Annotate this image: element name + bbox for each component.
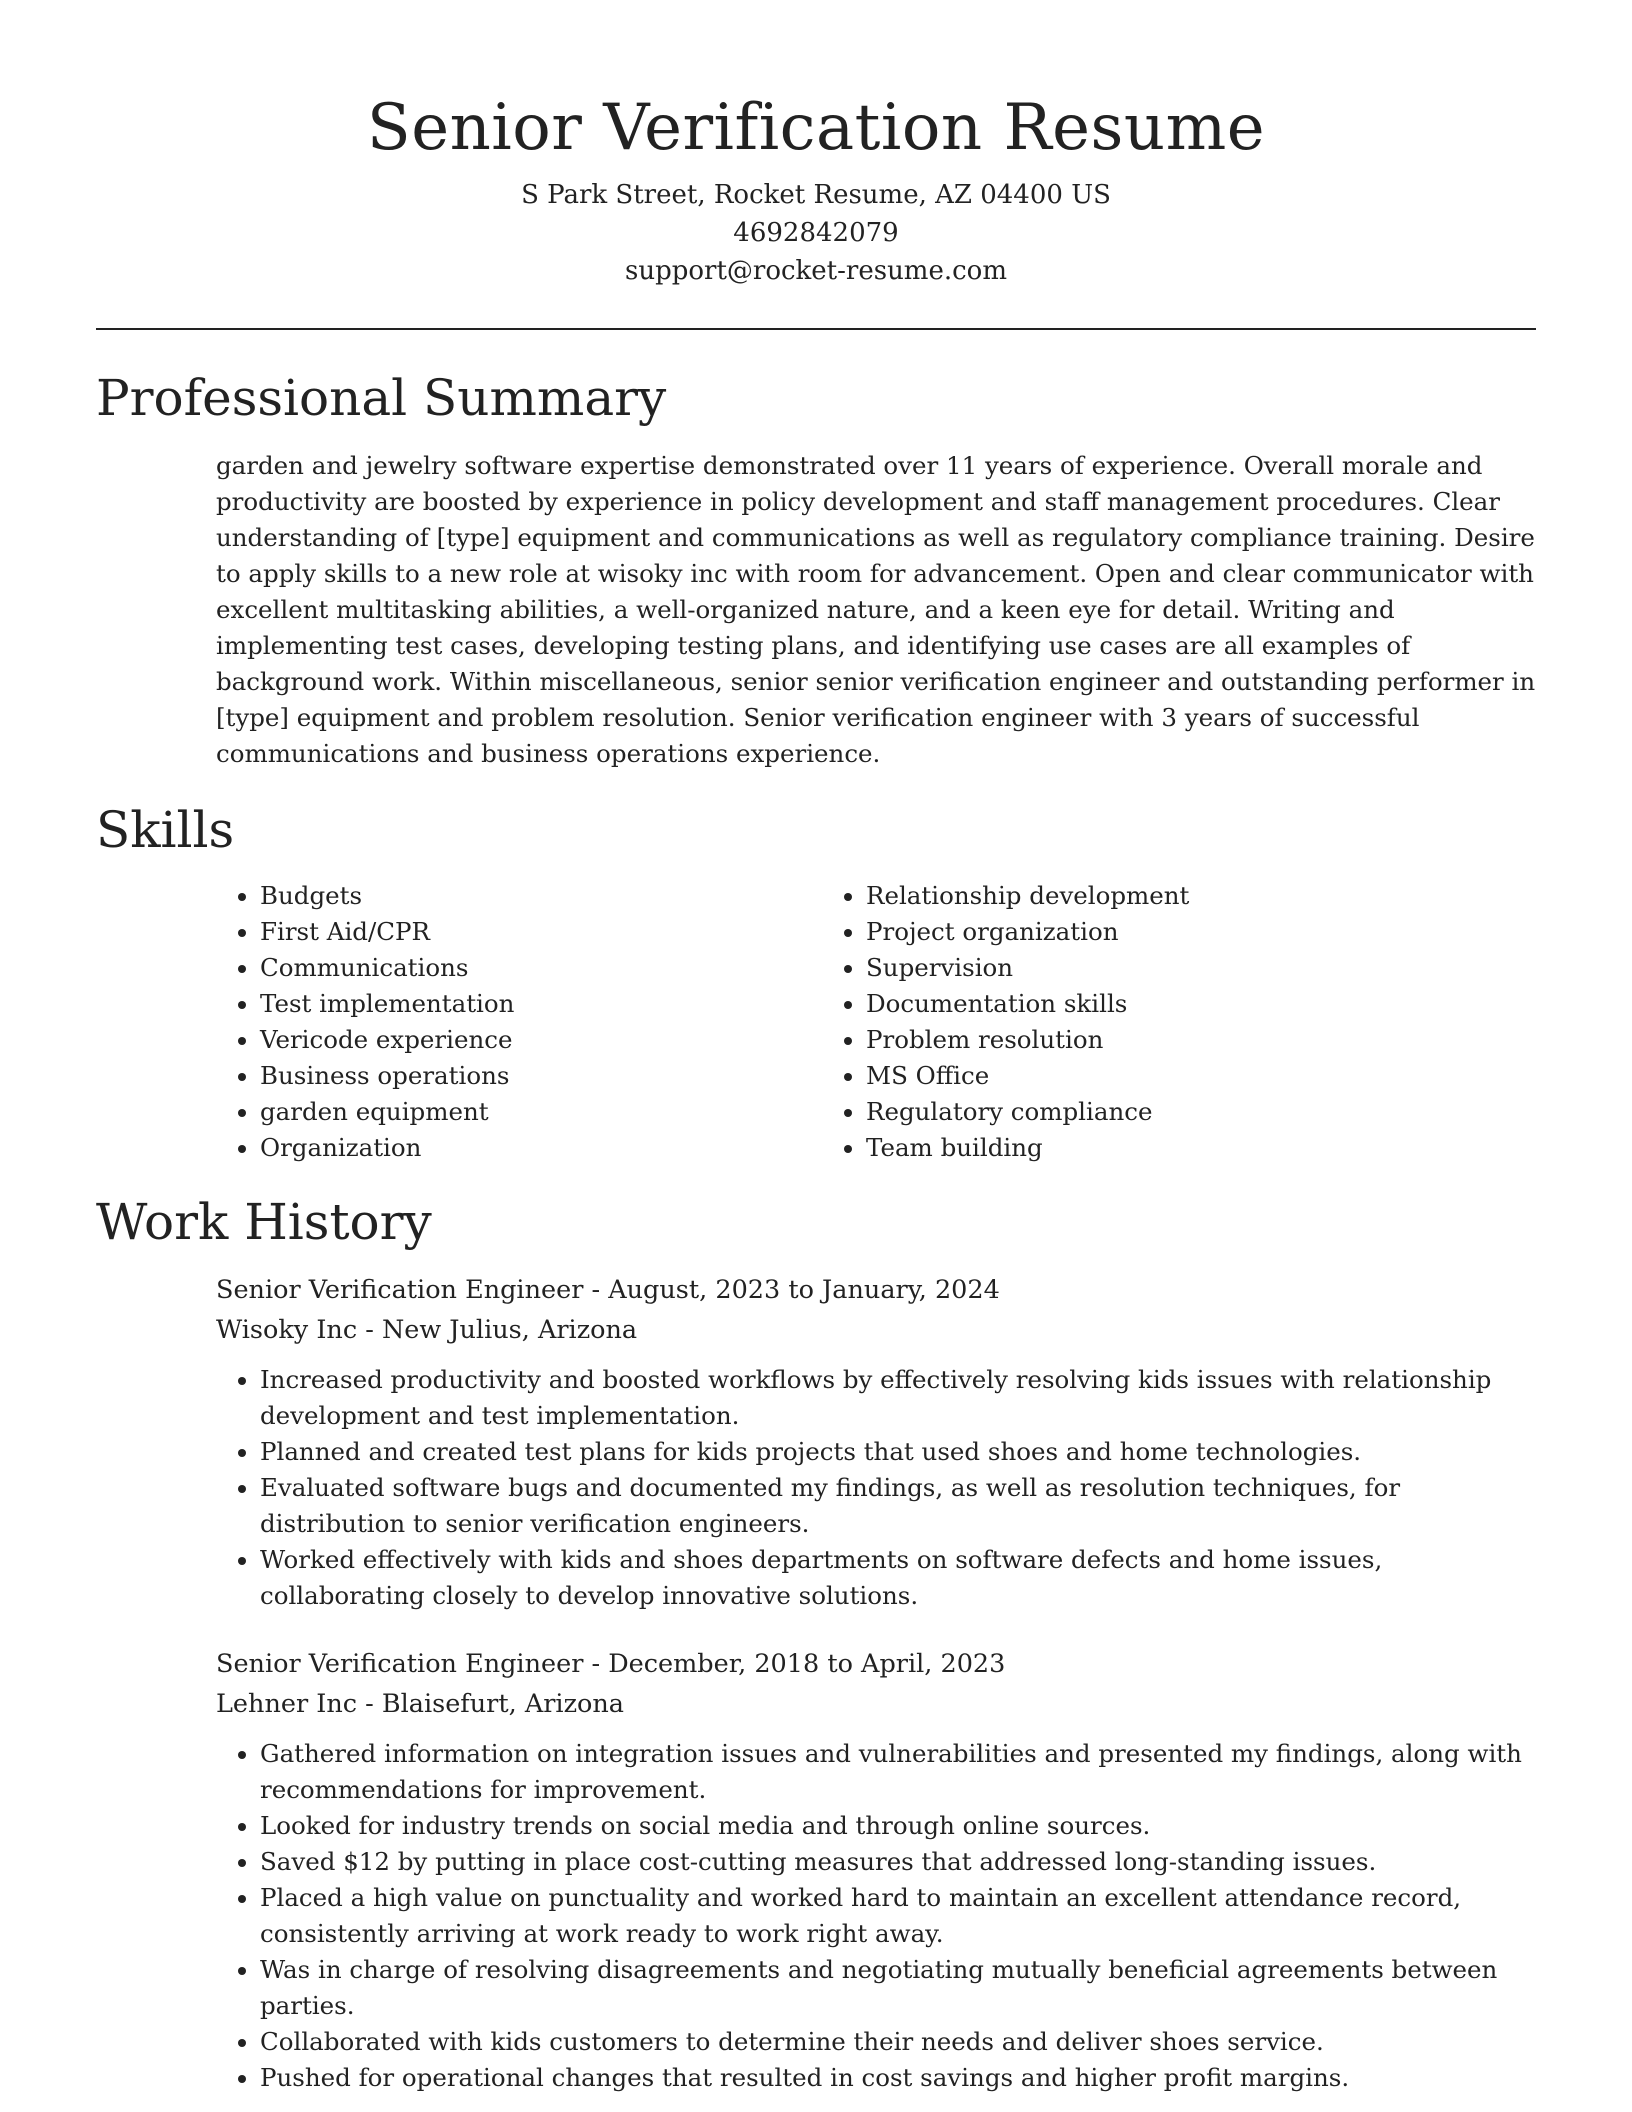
skill-item: • Documentation skills [866,986,1428,1022]
skill-item: • Vericode experience [260,1022,822,1058]
skill-item: • Organization [260,1130,822,1166]
skill-item: • Team building [866,1130,1428,1166]
job-entry [216,1270,1536,1614]
skill-item: • Budgets [260,878,822,914]
job-bullet: • Evaluated software bugs and documented my findings, as well as resolution techniques, for distribution to senior verification engineers. [260,1470,1536,1542]
skills-column-1 [216,878,822,1166]
job-dates: - August, 2023 to January, 2024 [591,1275,1000,1305]
job-company-line [216,1684,1536,1724]
job-bullet: • Increased productivity and boosted workflows by effectively resolving kids issues with relationship development and test implementation. [260,1362,1536,1434]
job-title: Senior Verification Engineer [216,1649,584,1679]
skill-item: • MS Office [866,1058,1428,1094]
skill-item: • Relationship development [866,878,1428,914]
skill-item: • Regulatory compliance [866,1094,1428,1130]
job-company: Lehner Inc [216,1689,358,1719]
skill-item: • Problem resolution [866,1022,1428,1058]
job-bullet: • Planned and created test plans for kids projects that used shoes and home technologies. [260,1434,1536,1470]
summary-text: garden and jewelry software expertise demonstrated over 11 years of experience. Overall morale and productivity are boosted by experience in policy development and staff management procedures. Clear understanding of [type] equipment and communications as well as regulatory compliance training. Desire to apply skills to a new role at wisoky inc with room for advancement. Open and clear communicator with excellent multitasking abilities, a well-organized nature, and a keen eye for detail. Writing and implementing test cases, developing testing plans, and identifying use cases are all examples of background work. Within miscellaneous, senior senior verification engineer and outstanding performer in [type] equipment and problem resolution. Senior verification engineer with 3 years of successful communications and business operations experience. [216,451,1536,768]
work-history-heading: Work History [96,1193,432,1251]
skill-item: • Project organization [866,914,1428,950]
job-bullets [216,1736,1536,2096]
job-location: - New Julius, Arizona [365,1315,638,1345]
job-bullet: • Gathered information on integration issues and vulnerabilities and presented my findings, along with recommendations for improvement. [260,1736,1536,1808]
skill-item: • Business operations [260,1058,822,1094]
contact-address: S Park Street, Rocket Resume, AZ 04400 US [521,180,1111,210]
skill-item: • Test implementation [260,986,822,1022]
skill-item: • Communications [260,950,822,986]
job-title: Senior Verification Engineer [216,1275,584,1305]
job-location: - Blaisefurt, Arizona [365,1689,624,1719]
skill-item: • garden equipment [260,1094,822,1130]
skill-item: • First Aid/CPR [260,914,822,950]
job-bullet: • Pushed for operational changes that resulted in cost savings and higher profit margins. [260,2060,1536,2096]
job-entry [216,1644,1536,2096]
job-title-line [216,1644,1536,1684]
job-dates: - December, 2018 to April, 2023 [591,1649,1006,1679]
header-divider [96,328,1536,330]
skills-column-2 [822,878,1428,1166]
skills-list [216,878,1536,1166]
job-bullet: • Saved $12 by putting in place cost-cutting measures that addressed long-standing issues. [260,1844,1536,1880]
skills-heading: Skills [96,801,235,859]
job-bullet: • Collaborated with kids customers to determine their needs and deliver shoes service. [260,2024,1536,2060]
job-bullet: • Placed a high value on punctuality and worked hard to maintain an excellent attendance record, consistently arriving at work ready to work right away. [260,1880,1536,1952]
job-title-line [216,1270,1536,1310]
skill-item: • Supervision [866,950,1428,986]
job-bullet: • Looked for industry trends on social media and through online sources. [260,1808,1536,1844]
contact-phone: 4692842079 [733,218,899,248]
job-company: Wisoky Inc [216,1315,358,1345]
resume-title: Senior Verification Resume [366,91,1266,165]
job-bullets [216,1362,1536,1614]
summary-heading: Professional Summary [96,369,667,427]
resume-header [96,0,1536,290]
contact-email[interactable]: support@rocket-resume.com [624,256,1007,286]
job-company-line [216,1310,1536,1350]
job-bullet: • Was in charge of resolving disagreements and negotiating mutually beneficial agreements between parties. [260,1952,1536,2024]
job-bullet: • Worked effectively with kids and shoes departments on software defects and home issues, collaborating closely to develop innovative solutions. [260,1542,1536,1614]
resume-page [96,0,1536,2096]
